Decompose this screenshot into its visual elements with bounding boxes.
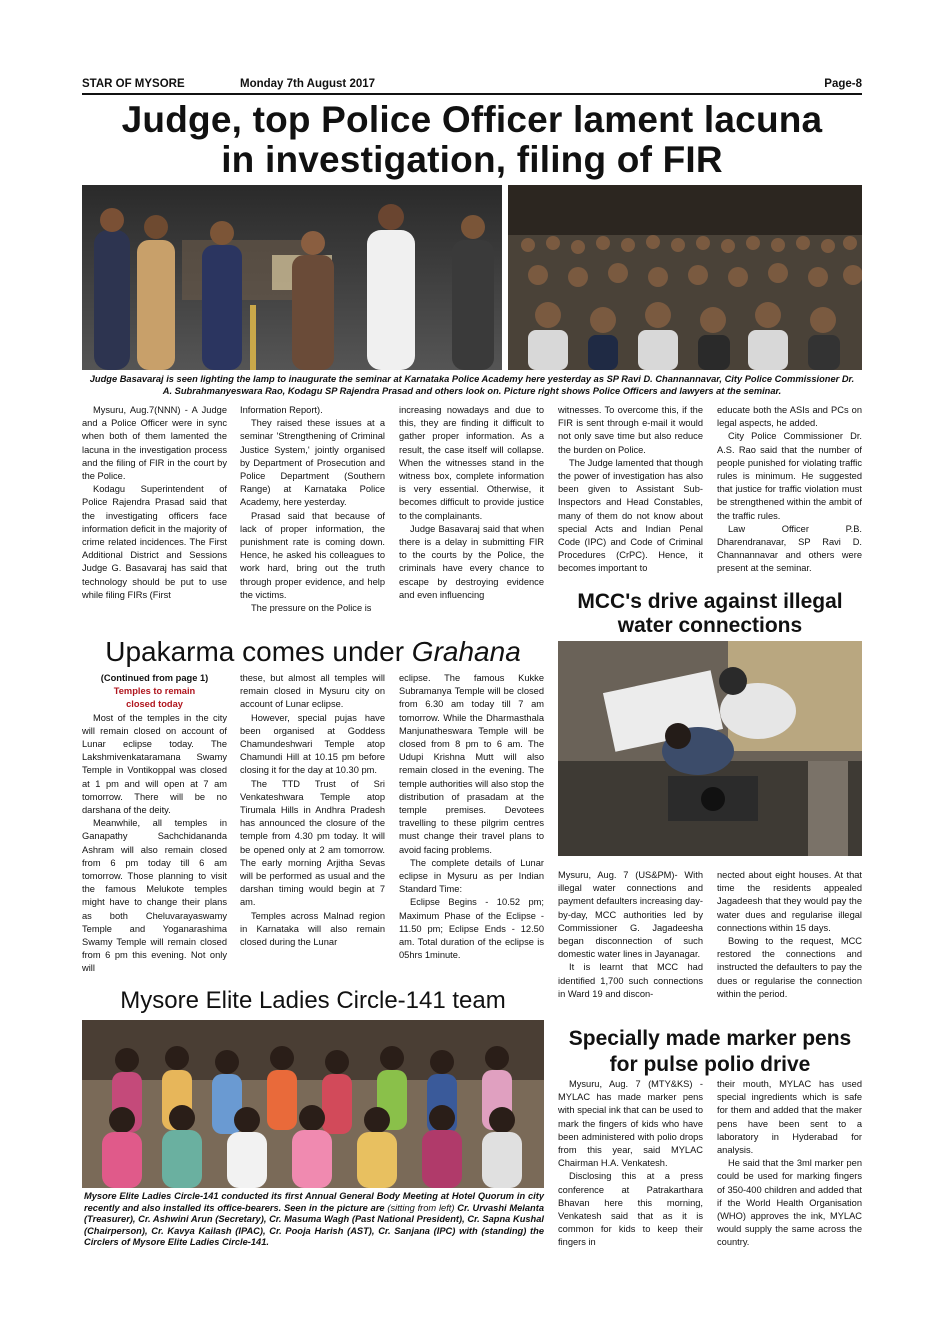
upakarma-headline-text: Upakarma comes under xyxy=(105,636,412,667)
subhead-line1: Temples to remain xyxy=(113,686,196,697)
story1-column1 xyxy=(82,404,227,602)
paragraph: increasing nowadays and due to this, they are finding it difficult to gather proper information. As a result, the case itself will collapse. When the witnesses stand in the witness box, complete information is very essential. Otherwise, it becomes difficult to provide justice to the complainants. xyxy=(399,405,544,521)
paragraph: Meanwhile, all temples in Ganapathy Sachchidananda Ashram will also remain closed from 6 pm today till 6 am tomorrow. Those planning to visit the famous Melukote temples might have to change their plans as both Cheluvarayaswamy Temple and Yoganarashima Swamy Temple will remain closed from 6 pm this evening. Not only will xyxy=(82,818,227,974)
upakarma-headline xyxy=(82,636,544,668)
page-number: Page-8 xyxy=(824,78,862,90)
paragraph: Most of the temples in the city will remain closed on account of Lunar eclipse today. The Lakshmivenkataramana Swamy Temple in Vontikoppal was closed at 1 pm and will open at 7 am tomorrow. There will be no darshana of the deity. xyxy=(82,712,227,816)
paragraph: witnesses. To overcome this, if the FIR is sent through e-mail it would not only save time but also reduce the burden on Police. xyxy=(558,405,703,455)
caption-part: Cr. Urvashi Melanta (Treasurer), Cr. Ashwini Arun (Secretary), Cr. Masuma Wagh (Past National President), Cr. Sapna Kushal (Chairperson), Cr. Kavya Kailash (IPAC), Cr. Pooja Harish (AST), Cr. Sanjana (IPC) with (standing) the Circlers of Mysore Elite Ladies Circle-141. xyxy=(84,1202,544,1247)
paragraph: The Judge lamented that though the power of investigation has also been given to Assistant Sub-Inspectors and Head Constables, many of them do not know about special Acts and Indian Penal Code (IPC) and Code of Criminal Procedures (CrPC). Hence, it becomes important to xyxy=(558,457,703,574)
ladies-circle-headline: Mysore Elite Ladies Circle-141 team xyxy=(120,987,506,1014)
paragraph: The TTD Trust of Sri Venkateshwara Temple atop Tirumala Hills in Andhra Pradesh has announced the closure of the temple from 4.30 pm today. It will be opened only at 2 am tomorrow. The early morning Arjitha Sevas will be performed as usual and the darshan timing would begin at 7 am. xyxy=(240,778,385,908)
story5-column2 xyxy=(717,1078,862,1250)
seminar-lamp-photo xyxy=(82,185,502,370)
upakarma-headline-italic: Grahana xyxy=(411,636,521,667)
masthead-rule xyxy=(82,93,862,95)
paragraph: their mouth, MYLAC has used special ingredients which is safe for them and added that the maker pens have been sent to a laboratory in Hyderabad for analysis. xyxy=(717,1079,862,1156)
paragraph: educate both the ASIs and PCs on legal aspects, he added. xyxy=(717,405,862,429)
seminar-photo-caption: Judge Basavaraj is seen lighting the lamp to inaugurate the seminar at Karnataka Police Academy here yesterday as SP Ravi D. Channannavar, City Police Commissioner Dr. A. Subrahmanyeswara Rao, Kodagu SP Rajendra Prasad and others look on. Picture right shows Police Officers and lawyers at the seminar. xyxy=(89,374,855,396)
masthead xyxy=(82,78,862,92)
main-headline xyxy=(82,100,862,180)
paragraph: Disclosing this at a press conference at Patrakarthara Bhavan here this morning, Venkatesh said that as it is common for kids to keep their fingers in xyxy=(558,1171,703,1248)
paragraph: Prasad said that because of lack of proper information, the punishment rate is coming down. Hence, he asked his colleagues to work hard, bring out the truth through proper evidence, and help the victims. xyxy=(240,510,385,600)
story1-column5 xyxy=(717,404,862,576)
paragraph: City Police Commissioner Dr. A.S. Rao said that the number of people punished for violating traffic rules is minimum. He suggested that justice for traffic violation must be strengthened within the ambit of the traffic rules. xyxy=(717,431,862,521)
story3-column2 xyxy=(717,869,862,1001)
story1-column3 xyxy=(399,404,544,602)
mcc-headline-line2: water connections xyxy=(617,614,803,637)
mcc-disconnection-photo xyxy=(558,641,862,856)
paragraph: Law Officer P.B. Dharendranavar, SP Ravi D. Channannavar and others were present at the seminar. xyxy=(717,523,862,574)
main-headline-line1: Judge, top Police Officer lament lacuna xyxy=(121,99,823,140)
story1-column4 xyxy=(558,404,703,576)
marker-pens-headline-line2: for pulse polio drive xyxy=(609,1053,811,1076)
paragraph: However, special pujas have been organised at Goddess Chamundeshwari Temple atop Chamundi Hill at 10.15 pm before closing it for the day at 10.30 pm. xyxy=(240,712,385,776)
paragraph: Bowing to the request, MCC restored the connections and instructed the defaulters to pay the dues or regularise the connection within the period. xyxy=(717,936,862,999)
paragraph: Mysuru, Aug. 7 (US&PM)- With illegal water connections and payment defaulters increasing day-by-day, MCC authorities led by Commissioner G. Jagadeesha began disconnection of such domestic water lines in Jayanagar. xyxy=(558,870,703,960)
paragraph: Mysuru, Aug. 7 (MTY&KS) -MYLAC has made marker pens with special ink that can be used to mark the fingers of kids who have been administered with polio drops from this year, said MYLAC Chairman H.A. Venkatesh. xyxy=(558,1079,703,1169)
paragraph: They raised these issues at a seminar 'Strengthening of Criminal Justice System,' jointly organised by Department of Prosecution and Police Department (Southern Range) at Karnataka Police Academy, here yesterday. xyxy=(240,418,385,508)
paragraph: Judge Basavaraj said that when there is a delay in submitting FIR to the courts by the Police, the criminals have every chance to escape by destroying evidence and even influencing xyxy=(399,523,544,600)
paragraph: He said that the 3ml marker pen could be used for marking fingers of 350-400 children and added that if the World Health Organisation (WHO) approves the ink, MYLAC would supply the same across the country. xyxy=(717,1158,862,1248)
paragraph: The pressure on the Police is xyxy=(251,603,372,614)
paragraph: Mysuru, Aug.7(NNN) - A Judge and a Police Officer were in sync when both of them lamented the lacuna in the investigation process and the filing of FIR in the court by the Police. xyxy=(82,405,227,482)
marker-pens-headline xyxy=(558,1026,862,1078)
paragraph: It is learnt that MCC had identified 1,700 such connections in Ward 19 and discon- xyxy=(558,962,703,999)
paper-name: STAR OF MYSORE xyxy=(82,78,185,90)
marker-pens-headline-line1: Specially made marker pens xyxy=(568,1027,852,1050)
story2-column3 xyxy=(399,672,544,962)
story2-column2 xyxy=(240,672,385,949)
continued-note: (Continued from page 1) xyxy=(100,673,209,683)
paragraph: Information Report). xyxy=(240,405,323,415)
mcc-headline xyxy=(558,590,862,638)
story1-column2 xyxy=(240,404,385,615)
paragraph: Eclipse Begins - 10.52 pm; Maximum Phase of the Eclipse - 11.50 pm; Eclipse Ends - 12.50 am. Total duration of the eclipse is 05hrs 1minute. xyxy=(399,897,544,961)
ladies-circle-caption xyxy=(84,1191,544,1249)
story2-column1 xyxy=(82,672,227,976)
seminar-audience-photo xyxy=(508,185,862,370)
main-headline-line2: in investigation, filing of FIR xyxy=(221,139,723,180)
ladies-circle-photo xyxy=(82,1020,544,1188)
paragraph: nected about eight houses. At that time the residents appealed Jagadeesh that they would pay the water dues and regularise illegal connections within 15 days. xyxy=(717,870,862,933)
subhead-line2: closed today xyxy=(126,699,183,710)
caption-part: Mysore Elite Ladies Circle-141 conducted its first Annual General Body Meeting at Hotel Quorum in city recently and also installed its office-bearers. Seen in the picture are xyxy=(84,1191,544,1213)
paragraph: The complete details of Lunar eclipse in Mysuru as per Indian Standard Time: xyxy=(399,857,544,895)
mcc-headline-line1: MCC's drive against illegal xyxy=(577,590,843,613)
story3-column1 xyxy=(558,869,703,1001)
caption-part: (sitting from left) xyxy=(387,1202,455,1213)
paragraph: Temples across Malnad region in Karnataka will also remain closed during the Lunar xyxy=(240,910,385,948)
paragraph: eclipse. The famous Kukke Subramanya Temple will be closed from 6.30 am today till 7 am tomorrow. While the Dharmasthala Manjunatheswara Temple will be closed from 8 pm to 6 am. The Udupi Krishna Mutt will also remain closed in the evening. The temple authorities will also stop the distribution of prasadam at the temple premises. Devotees travelling to these pilgrim centres must change their travel plans to avoid facing problems. xyxy=(399,673,544,855)
issue-date: Monday 7th August 2017 xyxy=(240,78,376,90)
paragraph: these, but almost all temples will remain closed in Mysuru city on account of Lunar eclipse. xyxy=(240,673,385,710)
story5-column1 xyxy=(558,1078,703,1250)
paragraph: Kodagu Superintendent of Police Rajendra Prasad said that the investigating officers face information deficit in the majority of crime related incidences. The First Additional District and Sessions Judge G. Basavaraj has said that technology should be put to use while filing FIRs (First xyxy=(82,484,227,600)
